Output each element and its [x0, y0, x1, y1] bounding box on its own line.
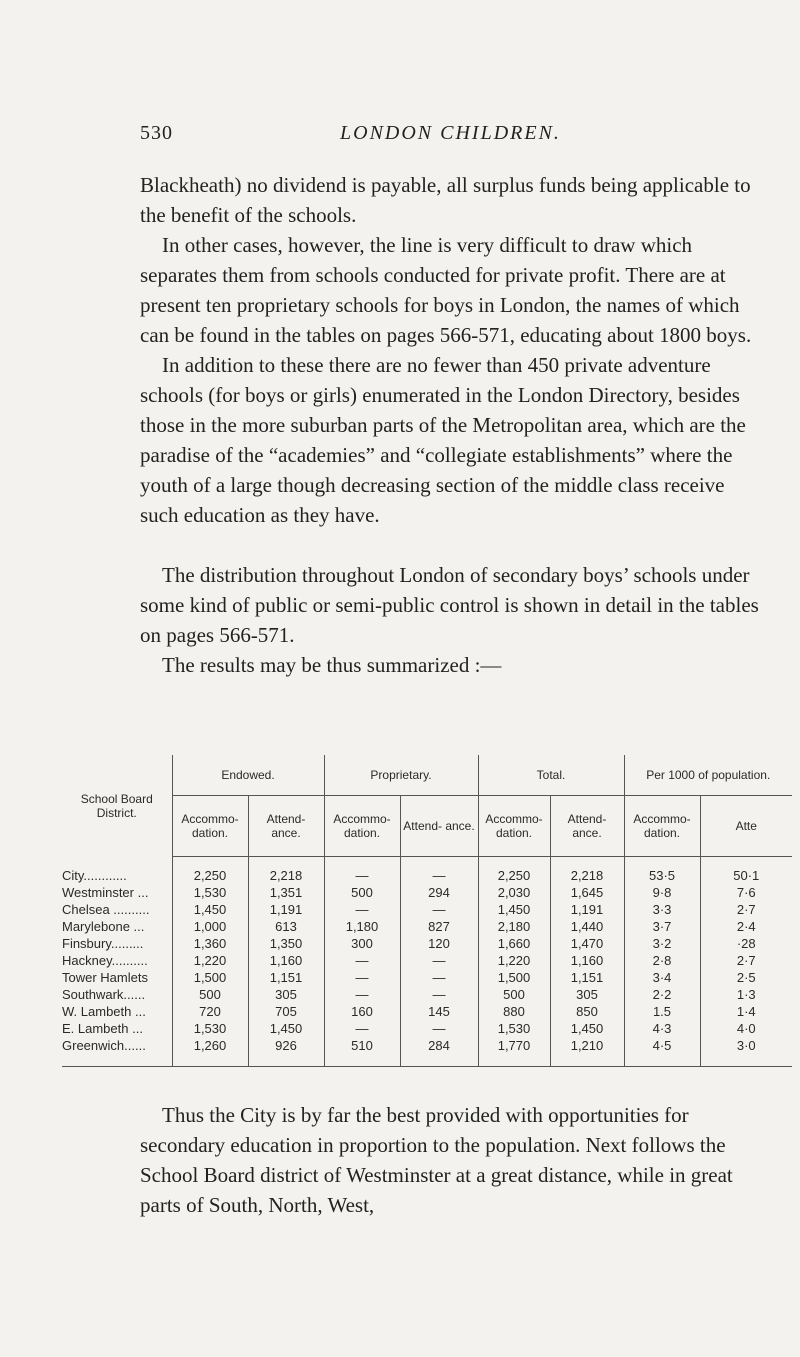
subheader-per-1000-attendance: Atte	[700, 796, 792, 857]
table-row	[62, 952, 792, 969]
value-cell: —	[400, 1020, 478, 1037]
value-cell: 1,210	[550, 1037, 624, 1067]
table-row	[62, 857, 792, 885]
value-cell: —	[400, 901, 478, 918]
value-cell: 1,160	[248, 952, 324, 969]
table-row	[62, 884, 792, 901]
value-cell: 1,450	[478, 901, 550, 918]
summary-table	[62, 755, 792, 1067]
value-cell: 1,500	[478, 969, 550, 986]
district-cell: E. Lambeth ...	[62, 1021, 143, 1036]
district-cell: Southwark......	[62, 987, 146, 1002]
value-cell: 1.5	[624, 1003, 700, 1020]
table-row	[62, 986, 792, 1003]
value-cell: 305	[248, 986, 324, 1003]
value-cell: 160	[324, 1003, 400, 1020]
value-cell: 1,180	[324, 918, 400, 935]
running-title: LONDON CHILDREN.	[340, 122, 561, 144]
value-cell: —	[400, 857, 478, 885]
value-cell: 7·6	[700, 884, 792, 901]
value-cell: 1,220	[478, 952, 550, 969]
value-cell: 3·4	[624, 969, 700, 986]
table-row	[62, 918, 792, 935]
subheader-total-accommodation: Accommo- dation.	[478, 796, 550, 857]
value-cell: 613	[248, 918, 324, 935]
value-cell: 2,250	[172, 857, 248, 885]
value-cell: 2,218	[248, 857, 324, 885]
subheader-proprietary-accommodation: Accommo- dation.	[324, 796, 400, 857]
value-cell: —	[324, 901, 400, 918]
subheader-endowed-accommodation: Accommo- dation.	[172, 796, 248, 857]
group-header-proprietary: Proprietary.	[324, 755, 478, 796]
value-cell: 1,000	[172, 918, 248, 935]
value-cell: 2·2	[624, 986, 700, 1003]
group-header-endowed: Endowed.	[172, 755, 324, 796]
value-cell: 510	[324, 1037, 400, 1067]
value-cell: 4·5	[624, 1037, 700, 1067]
value-cell: 4·0	[700, 1020, 792, 1037]
value-cell: 705	[248, 1003, 324, 1020]
value-cell: 1,530	[478, 1020, 550, 1037]
value-cell: 2,250	[478, 857, 550, 885]
value-cell: —	[400, 986, 478, 1003]
value-cell: 1,220	[172, 952, 248, 969]
value-cell: 500	[324, 884, 400, 901]
district-cell: Greenwich......	[62, 1037, 172, 1067]
table-row	[62, 901, 792, 918]
value-cell: 53·5	[624, 857, 700, 885]
value-cell: 145	[400, 1003, 478, 1020]
district-header: School Board District.	[80, 791, 153, 820]
district-cell: Marylebone ...	[62, 919, 145, 934]
paragraph-distribution: The distribution throughout London of secondary boys’ schools under some kind of public or semi-public control is shown in detail in the tables on pages 566-571.	[140, 563, 759, 647]
value-cell: 1,660	[478, 935, 550, 952]
subheader-per-1000-accommodation: Accommo- dation.	[624, 796, 700, 857]
value-cell: 2,180	[478, 918, 550, 935]
value-cell: 2·5	[700, 969, 792, 986]
value-cell: 1,450	[550, 1020, 624, 1037]
value-cell: 1,770	[478, 1037, 550, 1067]
paragraph-private-adventure-schools: In addition to these there are no fewer than 450 private adventure schools (for boys or girls) enumerated in the London Directory, besides those in the more suburban parts of the Metropolitan area, which are the paradise of the “academies” and “collegiate establishments” where the youth of a large though decreasing section of the middle class receive such education as they have.	[140, 353, 746, 527]
group-header-per-1000: Per 1000 of population.	[624, 755, 792, 796]
value-cell: 1·4	[700, 1003, 792, 1020]
table-row	[62, 935, 792, 952]
value-cell: 1,360	[172, 935, 248, 952]
table-row	[62, 1037, 792, 1067]
district-cell: Tower Hamlets	[62, 970, 148, 985]
value-cell: 880	[478, 1003, 550, 1020]
value-cell: 500	[478, 986, 550, 1003]
value-cell: 3·7	[624, 918, 700, 935]
table-row	[62, 1020, 792, 1037]
value-cell: 720	[172, 1003, 248, 1020]
value-cell: 2,030	[478, 884, 550, 901]
value-cell: 4·3	[624, 1020, 700, 1037]
value-cell: 850	[550, 1003, 624, 1020]
value-cell: 50·1	[700, 857, 792, 885]
value-cell: 284	[400, 1037, 478, 1067]
value-cell: 1,151	[550, 969, 624, 986]
value-cell: 3·2	[624, 935, 700, 952]
page-number: 530	[140, 122, 173, 144]
value-cell: 1,351	[248, 884, 324, 901]
value-cell: —	[400, 952, 478, 969]
table-row	[62, 1003, 792, 1020]
value-cell: —	[324, 952, 400, 969]
value-cell: ·28	[700, 935, 792, 952]
value-cell: 2,218	[550, 857, 624, 885]
value-cell: —	[324, 969, 400, 986]
subheader-proprietary-attendance: Attend- ance.	[400, 796, 478, 857]
value-cell: 1·3	[700, 986, 792, 1003]
table-row	[62, 969, 792, 986]
value-cell: 926	[248, 1037, 324, 1067]
value-cell: 3·3	[624, 901, 700, 918]
paragraph-summary-intro: The results may be thus summarized :—	[162, 653, 502, 677]
value-cell: 1,260	[172, 1037, 248, 1067]
value-cell: 1,350	[248, 935, 324, 952]
value-cell: 1,191	[550, 901, 624, 918]
value-cell: 294	[400, 884, 478, 901]
paragraph-proprietary-schools: In other cases, however, the line is very difficult to draw which separates them from schools conducted for private profit. There are at present ten proprietary schools for boys in London, the names of which can be found in the tables on pages 566-571, educating about 1800 boys.	[140, 233, 752, 347]
value-cell: 1,530	[172, 1020, 248, 1037]
value-cell: 1,160	[550, 952, 624, 969]
value-cell: —	[324, 1020, 400, 1037]
value-cell: 3·0	[700, 1037, 792, 1067]
value-cell: 2·4	[700, 918, 792, 935]
value-cell: 305	[550, 986, 624, 1003]
value-cell: 120	[400, 935, 478, 952]
value-cell: 1,500	[172, 969, 248, 986]
value-cell: 1,440	[550, 918, 624, 935]
paragraph-conclusion: Thus the City is by far the best provided with opportunities for secondary education in proportion to the population. Next follows the School Board district of Westminster at a great distance, while in great parts of South, North, West,	[140, 1103, 733, 1217]
value-cell: —	[400, 969, 478, 986]
value-cell: 2·8	[624, 952, 700, 969]
value-cell: 500	[172, 986, 248, 1003]
district-cell: W. Lambeth ...	[62, 1004, 146, 1019]
value-cell: 2·7	[700, 952, 792, 969]
page-header	[140, 122, 710, 152]
value-cell: 1,645	[550, 884, 624, 901]
district-cell: Chelsea ..........	[62, 902, 150, 917]
value-cell: 1,151	[248, 969, 324, 986]
value-cell: 9·8	[624, 884, 700, 901]
value-cell: 827	[400, 918, 478, 935]
value-cell: 1,191	[248, 901, 324, 918]
district-cell: Finsbury.........	[62, 936, 144, 951]
value-cell: 1,470	[550, 935, 624, 952]
value-cell: 1,530	[172, 884, 248, 901]
value-cell: 1,450	[248, 1020, 324, 1037]
value-cell: 300	[324, 935, 400, 952]
value-cell: 2·7	[700, 901, 792, 918]
district-cell: Westminster ...	[62, 885, 149, 900]
paragraph-continuation: Blackheath) no dividend is payable, all surplus funds being applicable to the benefit of the schools.	[140, 173, 751, 227]
value-cell: —	[324, 857, 400, 885]
value-cell: —	[324, 986, 400, 1003]
value-cell: 1,450	[172, 901, 248, 918]
district-cell: City............	[62, 867, 127, 883]
district-cell: Hackney..........	[62, 953, 148, 968]
summary-table-body	[62, 857, 792, 1067]
group-header-total: Total.	[478, 755, 624, 796]
subheader-total-attendance: Attend- ance.	[550, 796, 624, 857]
subheader-endowed-attendance: Attend- ance.	[248, 796, 324, 857]
